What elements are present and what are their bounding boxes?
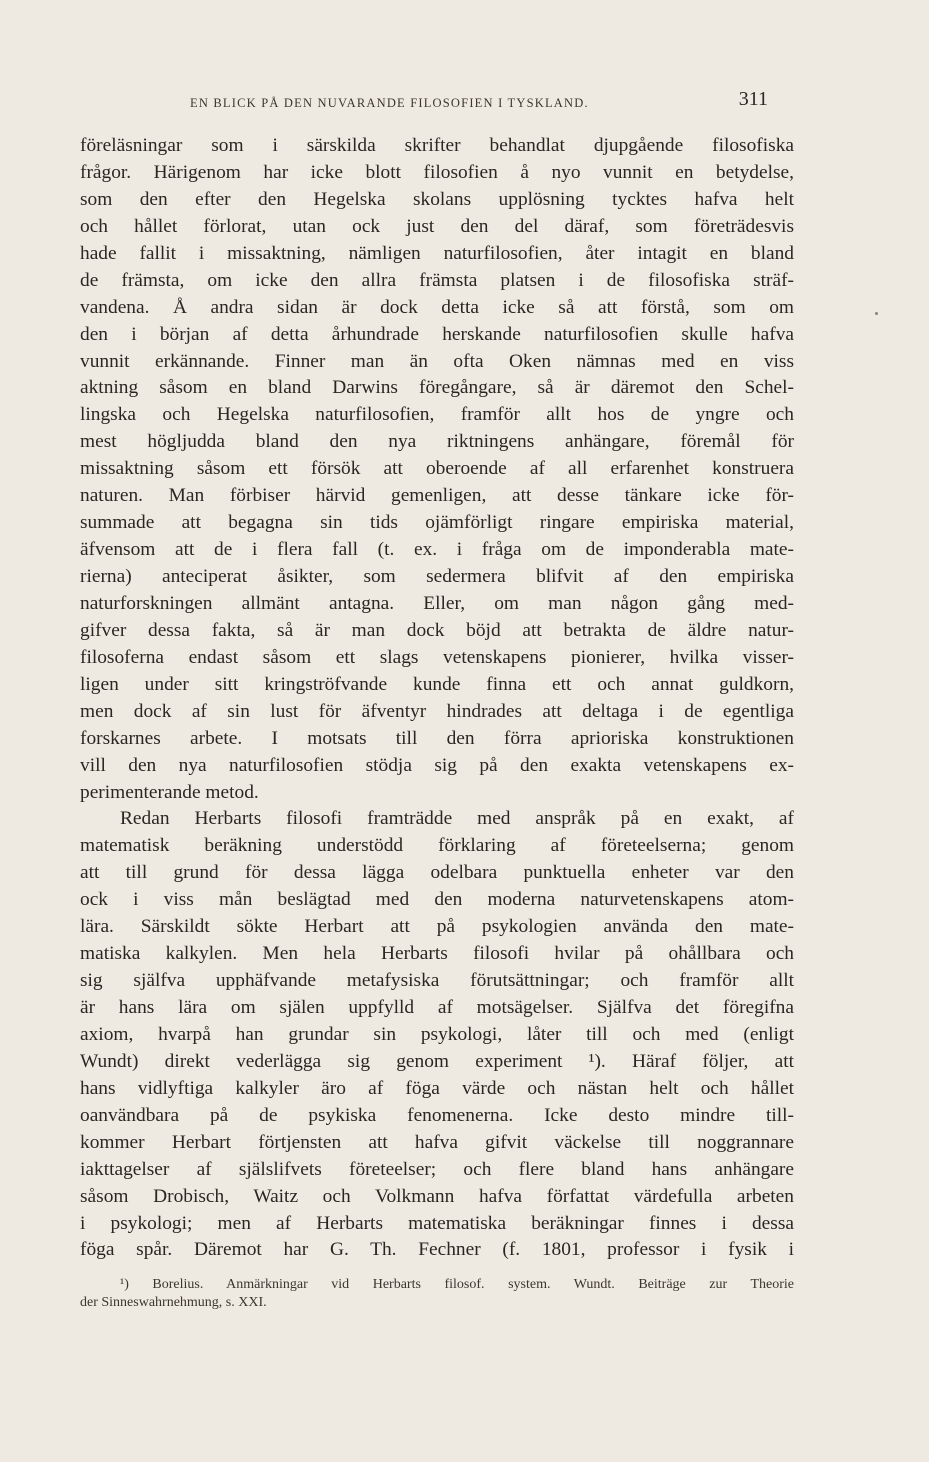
text-line: vill den nya naturfilosofien stödja sig på den exakta vetenskapens ex- (80, 754, 794, 776)
text-line: lingska och Hegelska naturfilosofien, framför allt hos de yngre och (80, 404, 794, 426)
text-line: gifver dessa fakta, så är man dock böjd att betrakta de äldre natur- (80, 619, 794, 641)
text-line: naturen. Man förbiser härvid gemenligen, att desse tänkare icke för- (80, 485, 794, 507)
text-line: föreläsningar som i särskilda skrifter behandlat djupgående filosofiska (80, 135, 794, 156)
text-line: forskarnes arbete. I motsats till den förra aprioriska konstruktionen (80, 727, 794, 749)
text-line: föga spår. Däremot har G. Th. Fechner (f. 1801, professor i fysik i (80, 1239, 794, 1261)
text-line: iakttagelser af själslifvets företeelser; och flere bland hans anhängare (80, 1158, 794, 1180)
text-line: de främsta, om icke den allra främsta platsen i de filosofiska sträf- (80, 269, 794, 291)
text-line: summade att begagna sin tids ojämförligt ringare empiriska material, (80, 512, 794, 534)
text-line: matematisk beräkning understödd förklaring af företeelserna; genom (80, 835, 794, 857)
paper-speck (875, 312, 878, 315)
text-line: rierna) anteciperat åsikter, som sedermera blifvit af den empiriska (80, 566, 794, 587)
text-line: axiom, hvarpå han grundar sin psykologi, låter till och med (enligt (80, 1023, 794, 1045)
text-line: aktning såsom en bland Darwins föregångare, så är däremot den Schel- (80, 377, 794, 399)
text-line: mest högljudda bland den nya riktningens anhängare, föremål för (80, 431, 794, 453)
text-line: vandena. Å andra sidan är dock detta icke så att förstå, som om (80, 296, 794, 318)
paragraph-start-line: Redan Herbarts filosofi framträdde med anspråk på en exakt, af (120, 808, 794, 830)
text-line: oanvändbara på de psykiska fenomenerna. Icke desto mindre till- (80, 1104, 794, 1126)
text-line: som den efter den Hegelska skolans upplösning tycktes hafva helt (80, 188, 794, 210)
text-line: kommer Herbart förtjensten att hafva gifvit väckelse till noggrannare (80, 1131, 794, 1153)
text-line: äfvensom att de i flera fall (t. ex. i fråga om de imponderabla mate- (80, 539, 794, 561)
text-line: den i början af detta århundrade herskande naturfilosofien skulle hafva (80, 323, 794, 345)
text-line: frågor. Härigenom har icke blott filosofien å nyo vunnit en betydelse, (80, 161, 794, 183)
text-line: såsom Drobisch, Waitz och Volkmann hafva författat värdefulla arbeten (80, 1185, 794, 1207)
text-line: hade fallit i missaktning, nämligen naturfilosofien, åter intagit en bland (80, 242, 794, 264)
footnote-line: der Sinneswahrnehmung, s. XXI. (80, 1295, 267, 1310)
text-line: Wundt) direkt vederlägga sig genom experiment ¹). Häraf följer, att (80, 1050, 794, 1072)
text-line: matiska kalkylen. Men hela Herbarts filosofi hvilar på ohållbara och (80, 943, 794, 965)
text-line: lära. Särskildt sökte Herbart att på psykologien använda den mate- (80, 916, 794, 938)
text-line: i psykologi; men af Herbarts matematiska beräkningar finnes i dessa (80, 1212, 794, 1234)
page-header (80, 88, 794, 118)
text-line: att till grund för dessa lägga odelbara punktuella enheter var den (80, 862, 794, 884)
body-text (80, 133, 794, 1264)
text-line: sig själfva upphäfvande metafysiska förutsättningar; och framför allt (80, 970, 794, 992)
footnotes (80, 1276, 794, 1312)
text-line: filosoferna endast såsom ett slags vetenskapens pionierer, hvilka visser- (80, 646, 794, 668)
running-head: EN BLICK PÅ DEN NUVARANDE FILOSOFIEN I TYSKLAND. (190, 96, 589, 110)
text-line: ligen under sitt kringströfvande kunde finna ett och annat guldkorn, (80, 673, 794, 695)
text-line: är hans lära om själen uppfylld af motsägelser. Själfva det föregifna (80, 997, 794, 1018)
text-line: och hållet förlorat, utan ock just den del däraf, som företrädesvis (80, 215, 794, 237)
text-line: ock i viss mån beslägtad med den moderna naturvetenskapens atom- (80, 889, 794, 911)
page-number: 311 (738, 88, 768, 110)
paragraph-end-line: perimenterande metod. (80, 781, 259, 803)
text-line: hans vidlyftiga kalkyler äro af föga värde och nästan helt och hållet (80, 1077, 794, 1099)
text-line: vunnit erkännande. Finner man än ofta Oken nämnas med en viss (80, 350, 794, 372)
text-line: men dock af sin lust för äfventyr hindrades att deltaga i de egentliga (80, 700, 794, 722)
text-line: missaktning såsom ett försök att oberoende af all erfarenhet konstruera (80, 458, 794, 480)
text-line: naturforskningen allmänt antagna. Eller, om man någon gång med- (80, 592, 794, 614)
footnote-line: ¹) Borelius. Anmärkningar vid Herbarts filosof. system. Wundt. Beiträge zur Theorie (120, 1277, 794, 1292)
